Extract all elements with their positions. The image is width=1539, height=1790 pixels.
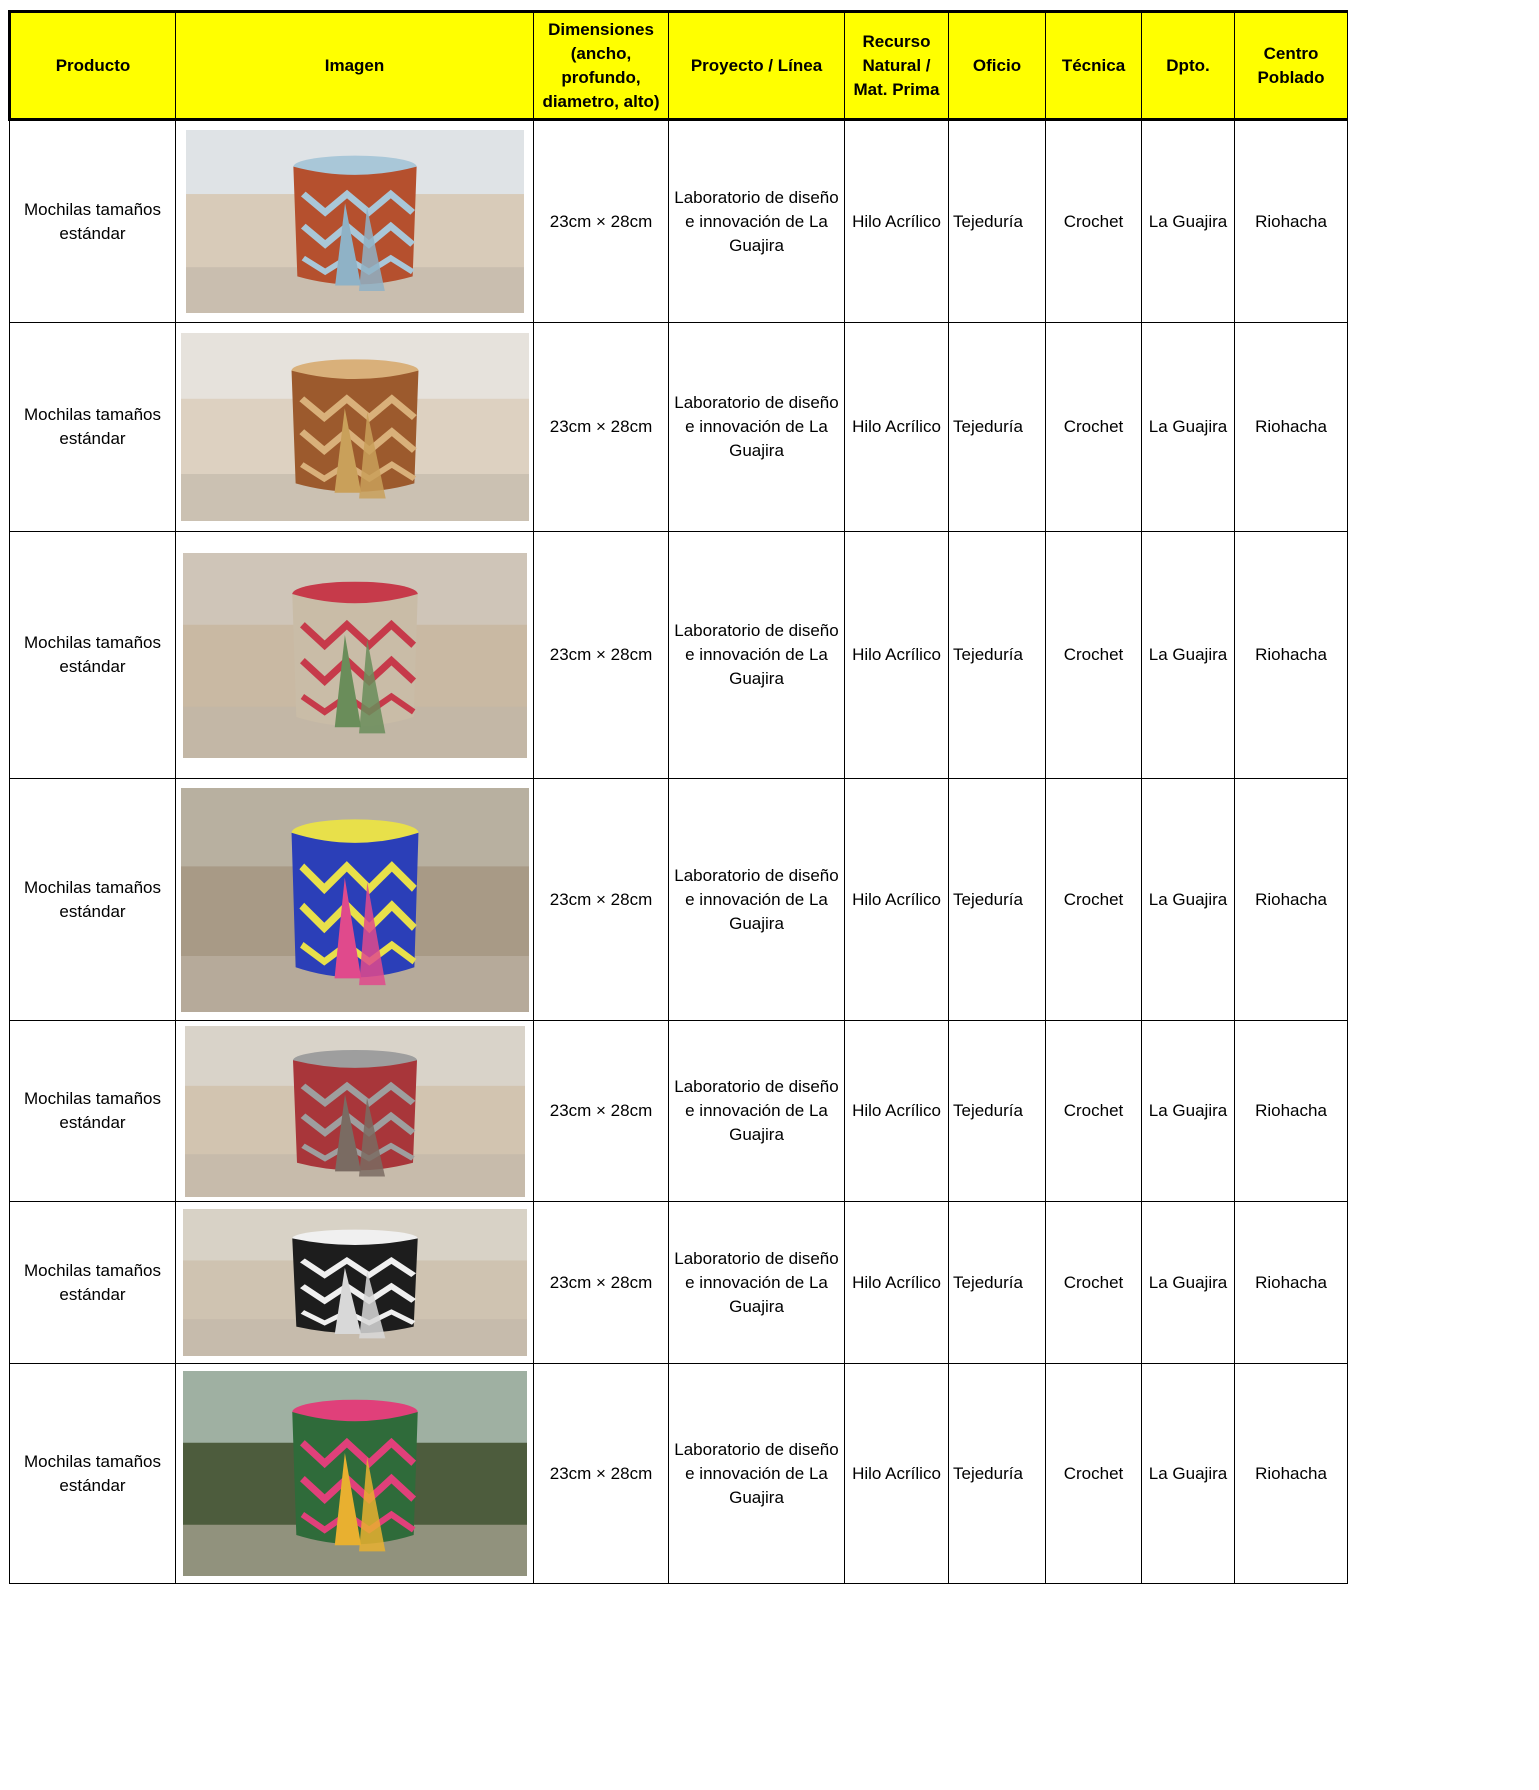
cell-dimensiones: 23cm × 28cm: [534, 120, 669, 323]
cell-imagen: [176, 1364, 534, 1584]
proyecto-line: e innovación de La: [685, 889, 828, 909]
header-dimensiones-line: (ancho,: [570, 43, 632, 63]
cell-imagen: [176, 532, 534, 779]
header-row: [10, 12, 1348, 120]
cell-dimensiones: 23cm × 28cm: [534, 1202, 669, 1364]
cell-producto: [10, 779, 176, 1021]
cell-proyecto: [669, 532, 845, 779]
cell-tecnica: Crochet: [1046, 1021, 1142, 1202]
header-recurso-line: Mat. Prima: [853, 79, 940, 99]
cell-tecnica: Crochet: [1046, 532, 1142, 779]
cell-tecnica: Crochet: [1046, 323, 1142, 532]
producto-line: estándar: [59, 429, 126, 448]
cell-producto: [10, 1364, 176, 1584]
proyecto-line: Laboratorio de diseño: [674, 865, 839, 885]
proyecto-line: e innovación de La: [685, 417, 828, 436]
cell-dimensiones: 23cm × 28cm: [534, 1021, 669, 1202]
cell-oficio: Tejeduría: [949, 120, 1046, 323]
cell-tecnica: Crochet: [1046, 1202, 1142, 1364]
producto-line: estándar: [59, 1113, 126, 1132]
header-proyecto: Proyecto / Línea: [669, 12, 845, 120]
header-dimensiones-line: profundo,: [561, 67, 641, 87]
mochila-photo: [183, 1371, 527, 1576]
cell-imagen: [176, 1202, 534, 1364]
cell-recurso: Hilo Acrílico: [845, 120, 949, 323]
mochila-photo: [185, 1026, 525, 1197]
proyecto-line: e innovación de La: [685, 1101, 828, 1120]
mochila-photo-black-white: [183, 1209, 527, 1356]
producto-line: estándar: [59, 657, 126, 676]
cell-centro: Riohacha: [1235, 1021, 1348, 1202]
table-row: [10, 532, 1348, 779]
cell-oficio: Tejeduría: [949, 1202, 1046, 1364]
proyecto-line: Laboratorio de diseño: [674, 1077, 839, 1096]
table-row: [10, 1364, 1348, 1584]
cell-proyecto: [669, 1202, 845, 1364]
cell-centro: Riohacha: [1235, 1202, 1348, 1364]
header-dimensiones-line: diametro, alto): [542, 91, 660, 111]
cell-imagen: [176, 120, 534, 323]
cell-tecnica: Crochet: [1046, 779, 1142, 1021]
cell-tecnica: Crochet: [1046, 120, 1142, 323]
cell-oficio: Tejeduría: [949, 779, 1046, 1021]
cell-dpto: La Guajira: [1142, 120, 1235, 323]
producto-line: estándar: [59, 1284, 126, 1304]
proyecto-line: e innovación de La: [685, 211, 828, 231]
header-dpto: Dpto.: [1142, 12, 1235, 120]
table-row: [10, 779, 1348, 1021]
cell-centro: Riohacha: [1235, 1364, 1348, 1584]
mochila-photo-red-grey-geometric: [185, 1026, 525, 1197]
cell-centro: Riohacha: [1235, 120, 1348, 323]
cell-recurso: Hilo Acrílico: [845, 1021, 949, 1202]
cell-dimensiones: 23cm × 28cm: [534, 323, 669, 532]
mochila-photo-red-beige-tree: [183, 553, 527, 758]
mochila-photo: [186, 130, 524, 313]
proyecto-line: Laboratorio de diseño: [674, 187, 839, 207]
cell-recurso: Hilo Acrílico: [845, 1364, 949, 1584]
proyecto-line: Guajira: [729, 913, 784, 933]
cell-producto: [10, 323, 176, 532]
header-producto: Producto: [10, 12, 176, 120]
cell-proyecto: [669, 1364, 845, 1584]
cell-proyecto: [669, 1021, 845, 1202]
cell-oficio: Tejeduría: [949, 532, 1046, 779]
producto-line: estándar: [59, 901, 126, 921]
proyecto-line: Laboratorio de diseño: [674, 1439, 839, 1459]
cell-centro: Riohacha: [1235, 779, 1348, 1021]
mochila-photo-green-pink-held: [183, 1371, 527, 1576]
table-row: [10, 120, 1348, 323]
proyecto-line: Guajira: [729, 1296, 784, 1316]
producto-line: Mochilas tamaños: [23, 877, 161, 897]
header-imagen: Imagen: [176, 12, 534, 120]
cell-dimensiones: 23cm × 28cm: [534, 1364, 669, 1584]
proyecto-line: Guajira: [729, 235, 784, 255]
cell-recurso: Hilo Acrílico: [845, 323, 949, 532]
cell-imagen: [176, 779, 534, 1021]
proyecto-line: e innovación de La: [685, 1272, 828, 1292]
table-row: [10, 1202, 1348, 1364]
header-centro: [1235, 12, 1348, 120]
proyecto-line: e innovación de La: [685, 1463, 828, 1483]
cell-proyecto: [669, 779, 845, 1021]
cell-dpto: La Guajira: [1142, 1364, 1235, 1584]
proyecto-line: Guajira: [729, 441, 784, 460]
header-dimensiones-line: Dimensiones: [548, 19, 654, 39]
cell-producto: [10, 532, 176, 779]
table-row: [10, 323, 1348, 532]
mochila-photo: [183, 1209, 527, 1356]
cell-recurso: Hilo Acrílico: [845, 1202, 949, 1364]
cell-centro: Riohacha: [1235, 323, 1348, 532]
header-tecnica: Técnica: [1046, 12, 1142, 120]
product-table: [8, 10, 1348, 1584]
proyecto-line: e innovación de La: [685, 645, 828, 664]
cell-imagen: [176, 1021, 534, 1202]
header-recurso-line: Natural /: [862, 55, 931, 75]
cell-dpto: La Guajira: [1142, 779, 1235, 1021]
cell-proyecto: [669, 120, 845, 323]
mochila-photo: [181, 333, 529, 521]
mochila-photo-brown-beige-diamond: [181, 333, 529, 521]
cell-dpto: La Guajira: [1142, 1021, 1235, 1202]
producto-line: Mochilas tamaños: [23, 199, 161, 219]
proyecto-line: Guajira: [729, 1125, 784, 1144]
cell-oficio: Tejeduría: [949, 1364, 1046, 1584]
cell-centro: Riohacha: [1235, 532, 1348, 779]
producto-line: estándar: [59, 223, 126, 243]
producto-line: Mochilas tamaños: [23, 1260, 161, 1280]
producto-line: estándar: [59, 1475, 126, 1495]
cell-oficio: Tejeduría: [949, 323, 1046, 532]
producto-line: Mochilas tamaños: [23, 1089, 161, 1108]
cell-dpto: La Guajira: [1142, 323, 1235, 532]
header-centro-line: Centro: [1263, 43, 1319, 63]
cell-proyecto: [669, 323, 845, 532]
mochila-photo-blue-yellow-zigzag: [181, 788, 529, 1012]
cell-imagen: [176, 323, 534, 532]
header-oficio: Oficio: [949, 12, 1046, 120]
mochila-photo: [183, 553, 527, 758]
proyecto-line: Laboratorio de diseño: [674, 1248, 839, 1268]
cell-dpto: La Guajira: [1142, 1202, 1235, 1364]
header-dimensiones: [534, 12, 669, 120]
proyecto-line: Guajira: [729, 669, 784, 688]
producto-line: Mochilas tamaños: [23, 1451, 161, 1471]
cell-producto: [10, 1021, 176, 1202]
cell-dimensiones: 23cm × 28cm: [534, 779, 669, 1021]
proyecto-line: Laboratorio de diseño: [674, 621, 839, 640]
producto-line: Mochilas tamaños: [23, 633, 161, 652]
header-recurso-line: Recurso: [862, 31, 931, 51]
cell-recurso: Hilo Acrílico: [845, 532, 949, 779]
table-row: [10, 1021, 1348, 1202]
header-centro-line: Poblado: [1257, 67, 1325, 87]
header-recurso: [845, 12, 949, 120]
cell-tecnica: Crochet: [1046, 1364, 1142, 1584]
cell-dpto: La Guajira: [1142, 532, 1235, 779]
cell-producto: [10, 1202, 176, 1364]
cell-recurso: Hilo Acrílico: [845, 779, 949, 1021]
cell-producto: [10, 120, 176, 323]
cell-oficio: Tejeduría: [949, 1021, 1046, 1202]
producto-line: Mochilas tamaños: [23, 405, 161, 424]
mochila-photo: [181, 788, 529, 1012]
proyecto-line: Guajira: [729, 1487, 784, 1507]
mochila-photo-blue-orange-diamond: [186, 130, 524, 313]
proyecto-line: Laboratorio de diseño: [674, 393, 839, 412]
cell-dimensiones: 23cm × 28cm: [534, 532, 669, 779]
